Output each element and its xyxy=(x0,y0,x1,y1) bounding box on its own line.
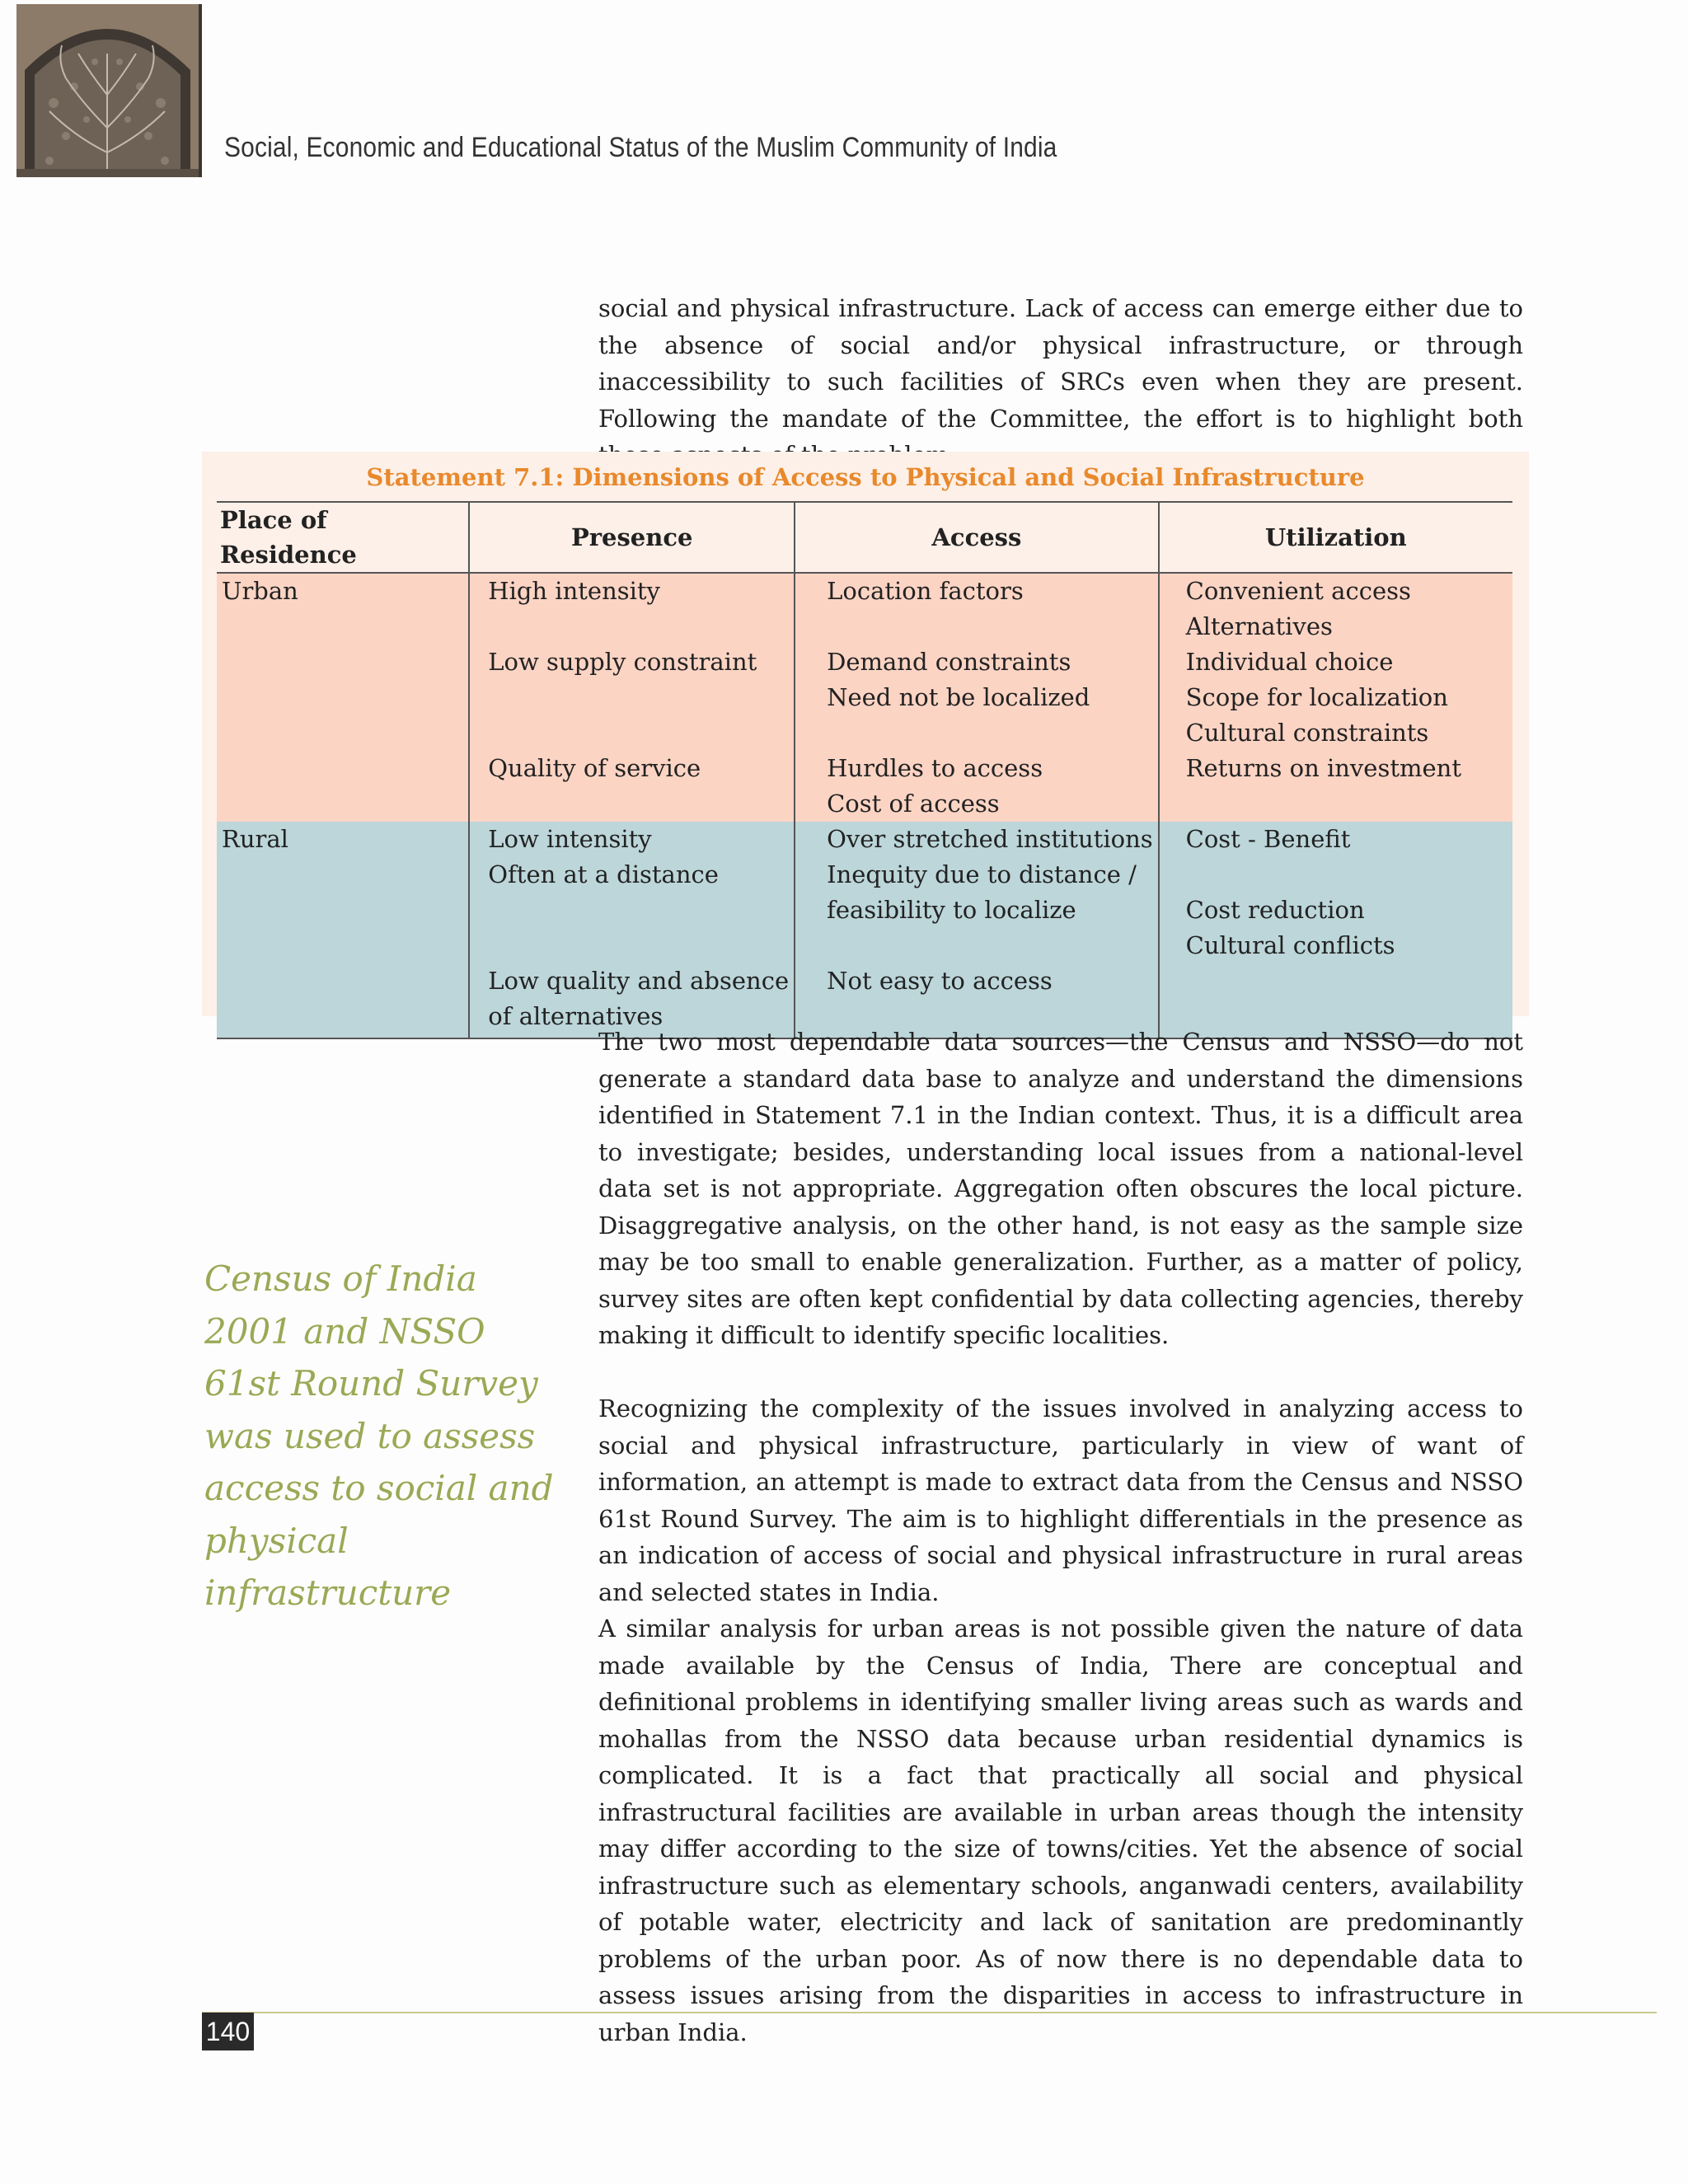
cell-line: Scope for localization xyxy=(1185,683,1448,711)
residence-label: Rural xyxy=(222,825,288,853)
cell-line xyxy=(827,609,1153,644)
cell-line: Low supply constraint xyxy=(488,648,757,676)
page-number: 140 xyxy=(202,2013,254,2050)
statement-title: Statement 7.1: Dimensions of Access to Physical and Social Infrastructure xyxy=(366,463,1365,491)
cell-line: Often at a distance xyxy=(488,860,719,888)
cell-residence-urban xyxy=(217,573,469,822)
cell-line: of alternatives xyxy=(488,1002,663,1030)
cell-line xyxy=(827,928,1153,963)
cell-line xyxy=(1186,857,1507,893)
cell-line: Cultural conflicts xyxy=(1185,931,1395,959)
cell-line: Location factors xyxy=(827,577,1024,605)
cell-line: feasibility to localize xyxy=(827,896,1076,924)
carved-screen-illustration xyxy=(16,4,199,177)
header-access: Access xyxy=(795,502,1159,573)
cell-line: Inequity due to distance / xyxy=(827,860,1137,888)
cell-utilization-urban xyxy=(1159,573,1512,822)
cell-line: Convenient access xyxy=(1185,577,1411,605)
cell-line: Need not be localized xyxy=(827,683,1090,711)
cell-line: Individual choice xyxy=(1185,648,1394,676)
statement-box xyxy=(202,452,1529,1030)
body-paragraph-2 xyxy=(598,1390,1523,1610)
cell-line: Quality of service xyxy=(488,754,701,782)
cell-line xyxy=(488,786,789,822)
cell-line xyxy=(488,609,789,644)
statement-table xyxy=(217,501,1512,1039)
header-place-of-residence: Place of Residence xyxy=(217,502,469,573)
cell-line: Cost reduction xyxy=(1185,896,1365,924)
cell-line: Low quality and absence xyxy=(488,967,790,995)
body-paragraph-3 xyxy=(598,1610,1523,2050)
cell-line xyxy=(488,928,789,963)
cell-line xyxy=(1186,963,1507,999)
cell-residence-rural xyxy=(217,822,469,1038)
cell-line xyxy=(488,680,789,715)
header-ornament-image xyxy=(16,4,202,177)
cell-line: Alternatives xyxy=(1185,612,1333,640)
pull-quote: Census of India 2001 and NSSO 61st Round Survey was used to assess access to social and physical infrastructure xyxy=(204,1258,554,1613)
cell-line xyxy=(1186,786,1507,822)
cell-line: Cost of access xyxy=(827,790,1000,818)
header-presence: Presence xyxy=(469,502,795,573)
paragraph-text: A similar analysis for urban areas is not possible given the nature of data made available by the Census of India, There are conceptual and definitional problems in identifying smaller living areas such as wards and mohallas from the NSSO data because urban residential dynamics is complicated. It is a fact that practically all social and physical infrastructural facilities are available in urban areas though the intensity may differ according to the size of towns/cities. Yet the absence of social infrastructure such as elementary schools, anganwadi centers, availability of potable water, electricity and lack of sanitation are predominantly problems of the urban poor. As of now there is no dependable data to assess issues arising from the disparities in access to infrastructure in urban India. xyxy=(598,1615,1523,2046)
paragraph-text: Recognizing the complexity of the issues involved in analyzing access to social and physical infrastructure, particularly in view of want of information, an attempt is made to extract data from the Census and NSSO 61st Round Survey. The aim is to highlight differentials in the presence as an indication of access of social and physical infrastructure in rural areas and selected states in India. xyxy=(598,1394,1523,1606)
cell-line: Returns on investment xyxy=(1185,754,1461,782)
cell-line: High intensity xyxy=(488,577,660,605)
cell-line: Low intensity xyxy=(488,825,652,853)
body-paragraph-1 xyxy=(598,1024,1523,1354)
paragraph-text: The two most dependable data sources—the Census and NSSO—do not generate a standard data base to analyze and understand the dimensions identified in Statement 7.1 in the Indian context. Thus, it is a difficult area to investigate; besides, understanding local issues from a national-level data set is not appropriate. Aggregation often obscures the local picture. Disaggregative analysis, on the other hand, is not easy as the sample size may be too small to enable generalization. Further, as a matter of policy, survey sites are often kept confidential by data collecting agencies, thereby making it difficult to identify specific localities. xyxy=(598,1028,1523,1349)
cell-line xyxy=(488,893,789,928)
cell-utilization-rural xyxy=(1159,822,1512,1038)
cell-line: Demand constraints xyxy=(827,648,1071,676)
cell-line: Over stretched institutions xyxy=(827,825,1153,853)
residence-label: Urban xyxy=(222,577,298,605)
header-utilization: Utilization xyxy=(1159,502,1512,573)
table-header-row xyxy=(217,502,1512,573)
cell-line xyxy=(827,715,1153,751)
cell-line: Not easy to access xyxy=(827,967,1053,995)
cell-line: Cultural constraints xyxy=(1185,719,1429,747)
cell-line: Hurdles to access xyxy=(827,754,1043,782)
cell-presence-urban xyxy=(469,573,795,822)
intro-text: social and physical infrastructure. Lack of access can emerge either due to the absence of social and/or physical infrastructure, or through inaccessibility to such facilities of SRCs even when they are present. Following the mandate of the Committee, the effort is to highlight both xyxy=(598,294,1523,433)
running-header-title: Social, Economic and Educational Status of the Muslim Community of India xyxy=(224,132,1057,163)
cell-line xyxy=(488,715,789,751)
cell-line: Cost - Benefit xyxy=(1185,825,1351,853)
intro-paragraph xyxy=(598,290,1523,474)
table-row-urban xyxy=(217,573,1512,822)
cell-presence-rural xyxy=(469,822,795,1038)
cell-access-rural xyxy=(795,822,1159,1038)
table-row-rural xyxy=(217,822,1512,1038)
cell-access-urban xyxy=(795,573,1159,822)
footer-rule xyxy=(202,2012,1657,2013)
